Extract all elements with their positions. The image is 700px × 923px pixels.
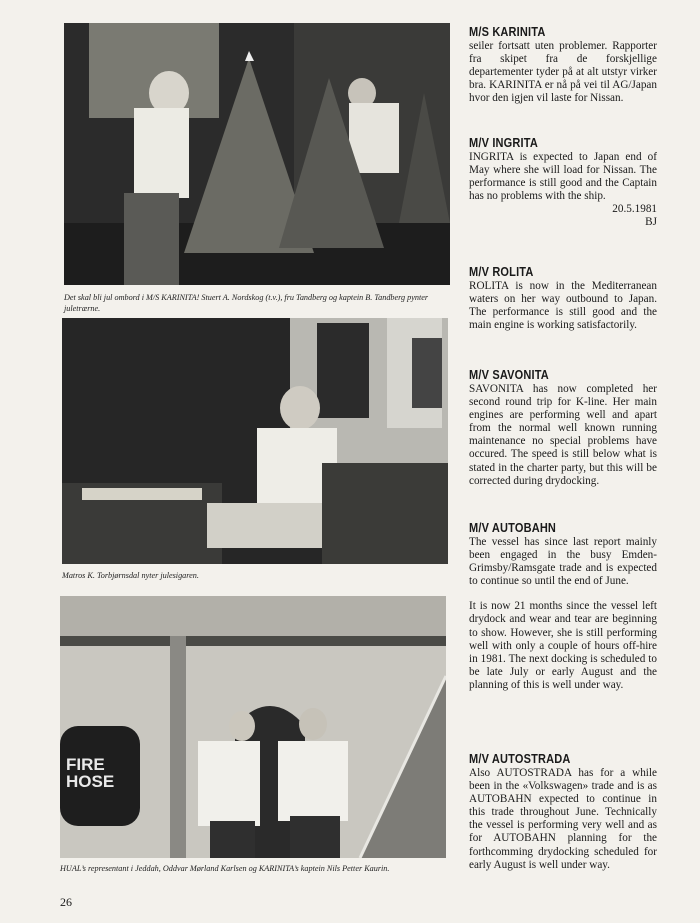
section-title: M/V AUTOSTRADA	[469, 752, 571, 766]
page-number: 26	[60, 895, 72, 909]
section-title: M/V ROLITA	[469, 265, 534, 279]
section-body-2: It is now 21 months since the vessel left drydock and wear and tear are beginning to show. However, she is still performing well with only a couple of hours off-hire in 1981. The next docking is scheduled to be late July or early August and the planning of this is well under way.	[469, 600, 657, 691]
section-savonita	[469, 368, 657, 488]
section-body: Also AUTOSTRADA has for a while been in the «Volkswagen» trade and is as AUTOBAHN expected to continue in this trade throughout June. Technically the vessel is performing very well and as for AUTOBAHN planning for the forthcomming drydocking scheduled for early August is well under way.	[469, 767, 657, 871]
fire-hose-sign-line2: HOSE	[66, 772, 115, 791]
photo1-caption: Det skal bli jul ombord i M/S KARINITA! Stuert A. Nordskog (t.v.), fru Tandberg og kaptein B. Tandberg pynter juletrærne.	[64, 293, 429, 313]
photo2-caption: Matros K. Torbjørnsdal nyter julesigaren.	[62, 571, 199, 580]
section-autobahn	[469, 521, 657, 692]
section-karinita	[469, 25, 657, 105]
section-body: INGRITA is expected to Japan end of May where she will load for Nissan. The performance is still good and the Captain has no problems with the ship.	[469, 151, 657, 203]
section-body: ROLITA is now in the Mediterranean waters on her way outbound to Japan. The performance is still good and the main engine is working satisfactorily.	[469, 280, 657, 332]
section-title: M/V SAVONITA	[469, 368, 549, 382]
section-body: SAVONITA has now completed her second round trip for K-line. Her main engines are performing well and apart from the normal well known running maintenance no special problems have occured. The speed is still below what is stated in the charter party, but this will be corrected during drydocking.	[469, 383, 657, 487]
photo3-caption: HUAL’s representant i Jeddah, Oddvar Mørland Karlsen og KARINITA’s kaptein Nils Petter Kaurin.	[60, 864, 390, 873]
section-body: The vessel has since last report mainly been engaged in the busy Emden-Grimsby/Ramsgate trade and is expected to continue so until the end of June.	[469, 536, 657, 588]
fire-hose-sign-line1: FIRE	[66, 755, 105, 774]
fire-hose-sign	[66, 756, 136, 790]
signature-date: 20.5.1981	[612, 203, 657, 216]
photo-christmas-trees	[64, 23, 450, 285]
photo-sailor-cigar	[62, 318, 448, 564]
section-ingrita	[469, 136, 657, 230]
section-title: M/V AUTOBAHN	[469, 521, 557, 535]
section-title: M/S KARINITA	[469, 25, 546, 39]
signature-initials: BJ	[645, 216, 657, 229]
section-title: M/V INGRITA	[469, 136, 538, 150]
section-rolita	[469, 265, 657, 332]
section-autostrada	[469, 752, 657, 872]
photo-ship-deck	[60, 596, 446, 858]
section-body: seiler fortsatt uten problemer. Rapporter fra skipet fra de forskjellige departementer tyder på at alt utstyr virker bra. KARINITA er nå på vei til AG/Japan hvor den igjen vil laste for Nissan.	[469, 40, 657, 105]
